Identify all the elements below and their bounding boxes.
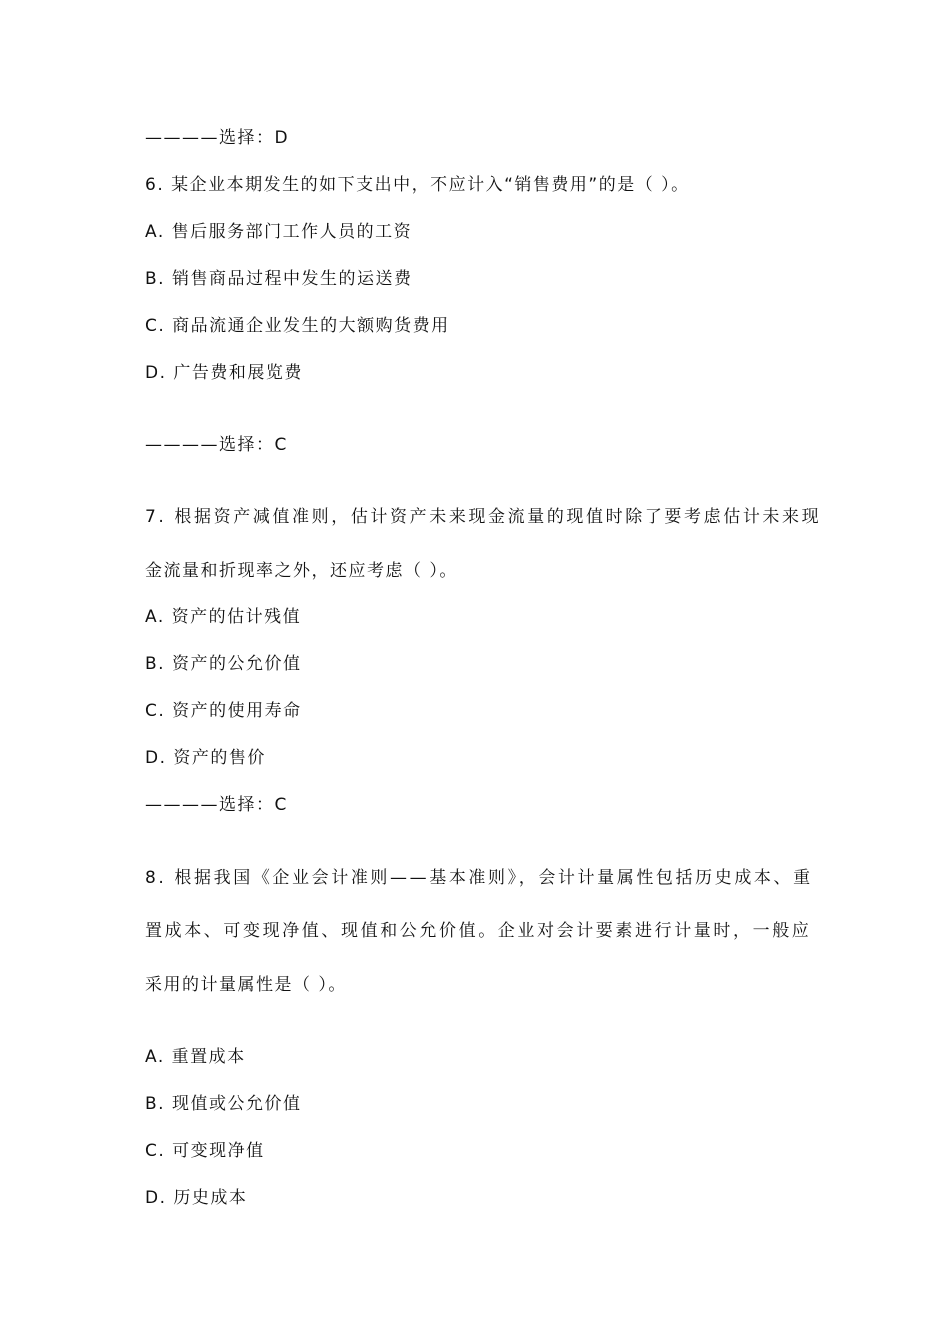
question-8-line-3: 采用的计量属性是（ ）。 — [145, 975, 347, 995]
question-6-text: 6. 某企业本期发生的如下支出中，不应计入“销售费用”的是（ ）。 — [145, 175, 690, 195]
option-a: A. 重置成本 — [145, 1047, 246, 1067]
option-b: B. 销售商品过程中发生的运送费 — [145, 269, 413, 289]
option-a: A. 售后服务部门工作人员的工资 — [145, 222, 413, 242]
question-7-line-2: 金流量和折现率之外，还应考虑（ ）。 — [145, 561, 458, 581]
question-7-line-1: 7. 根据资产减值准则，估计资产未来现金流量的现值时除了要考虑估计未来现 — [145, 507, 822, 527]
option-c: C. 可变现净值 — [145, 1141, 265, 1161]
option-d: D. 广告费和展览费 — [145, 363, 303, 383]
answer-line: ————选择：C — [145, 435, 288, 455]
option-c: C. 资产的使用寿命 — [145, 701, 302, 721]
option-b: B. 现值或公允价值 — [145, 1094, 302, 1114]
option-d: D. 资产的售价 — [145, 748, 266, 768]
question-8-line-2: 置成本、可变现净值、现值和公允价值。企业对会计要素进行计量时，一般应 — [145, 921, 812, 941]
question-8-line-1: 8. 根据我国《企业会计准则——基本准则》，会计计量属性包括历史成本、重 — [145, 868, 813, 888]
option-d: D. 历史成本 — [145, 1188, 248, 1208]
answer-line: ————选择：D — [145, 128, 290, 148]
option-b: B. 资产的公允价值 — [145, 654, 302, 674]
option-c: C. 商品流通企业发生的大额购货费用 — [145, 316, 450, 336]
option-a: A. 资产的估计残值 — [145, 607, 302, 627]
answer-line: ————选择：C — [145, 795, 288, 815]
